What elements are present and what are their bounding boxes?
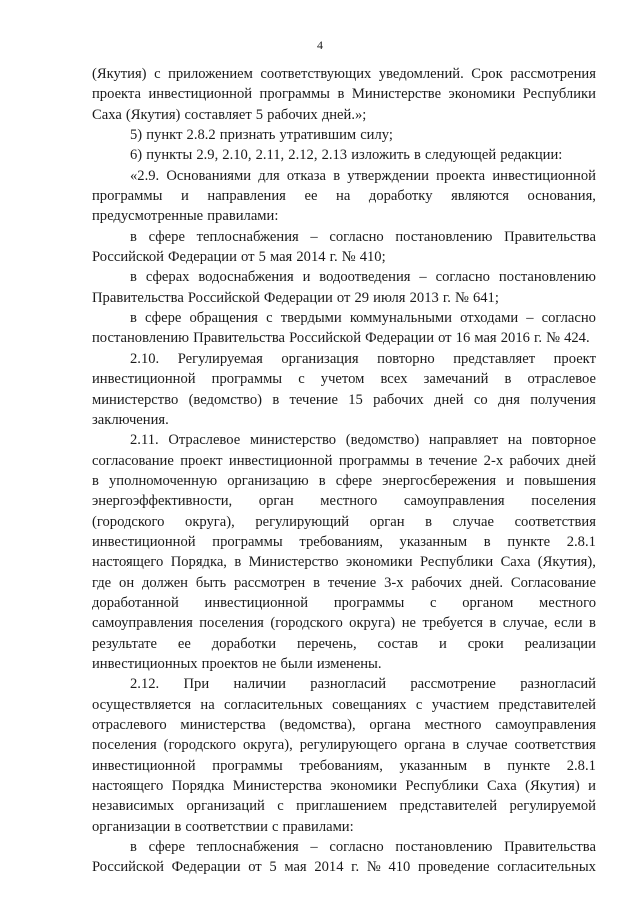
text-line: в уполномоченную организацию в сфере энергосбережения и повышения bbox=[92, 472, 596, 489]
text-line: Правительства Российской Федерации от 29 июля 2013 г. № 641; bbox=[92, 289, 499, 306]
text-line: 2.11. Отраслевое министерство (ведомство) направляет на повторное bbox=[130, 432, 596, 449]
text-line: постановлению Правительства Российской Федерации от 16 мая 2016 г. № 424. bbox=[92, 330, 590, 347]
text-line: инвестиционной программы требованиям, указанным в пункте 2.8.1 bbox=[92, 757, 596, 774]
text-line: в сфере обращения с твердыми коммунальными отходами – согласно bbox=[130, 310, 596, 327]
text-line: проекта инвестиционной программы в Министерстве экономики Республики bbox=[92, 86, 596, 103]
text-line: энергоэффективности, орган местного самоуправления поселения bbox=[92, 493, 596, 510]
text-line: организации в соответствии с правилами: bbox=[92, 818, 354, 835]
text-line: программы и направления ее на доработку являются основания, bbox=[92, 188, 596, 205]
text-line: предусмотренные правилами: bbox=[92, 208, 279, 225]
text-line: независимых организаций с приглашением представителей регулируемой bbox=[92, 798, 596, 815]
text-line: Российской Федерации от 5 мая 2014 г. № 410 проведение согласительных bbox=[92, 859, 596, 876]
text-line: Саха (Якутия) составляет 5 рабочих дней.»; bbox=[92, 106, 367, 123]
text-line: доработанной инвестиционной программы с органом местного bbox=[92, 594, 596, 611]
text-line: где он должен быть рассмотрен в течение 3-х рабочих дней. Согласование bbox=[92, 574, 596, 591]
text-line: 2.10. Регулируемая организация повторно представляет проект bbox=[130, 350, 596, 367]
text-line: «2.9. Основаниями для отказа в утверждении проекта инвестиционной bbox=[130, 167, 596, 184]
text-line: результате ее доработки перечень, состав и сроки реализации bbox=[92, 635, 596, 652]
text-line: самоуправления поселения (городского округа) не требуется в случае, если в bbox=[92, 615, 596, 632]
text-line: поселения (городского округа), регулирующего органа в случае соответствия bbox=[92, 737, 596, 754]
text-line: министерство (ведомство) в течение 15 рабочих дней со дня получения bbox=[92, 391, 596, 408]
text-line: инвестиционной программы с учетом всех замечаний в отраслевое bbox=[92, 371, 596, 388]
page-number: 4 bbox=[317, 38, 323, 52]
text-line: осуществляется на согласительных совещаниях с участием представителей bbox=[92, 696, 596, 713]
text-line: инвестиционных проектов не были изменены. bbox=[92, 655, 382, 672]
text-line: в сфере теплоснабжения – согласно постановлению Правительства bbox=[130, 228, 596, 245]
text-line: настоящего Порядка, в Министерство экономики Республики Саха (Якутия), bbox=[92, 554, 596, 571]
text-line: согласование проект инвестиционной программы в течение 2-х рабочих дней bbox=[92, 452, 596, 469]
document-body bbox=[92, 64, 596, 878]
text-line: в сферах водоснабжения и водоотведения – согласно постановлению bbox=[130, 269, 596, 286]
text-line: заключения. bbox=[92, 411, 169, 428]
text-line: настоящего Порядка Министерства экономики Республики Саха (Якутия) и bbox=[92, 778, 596, 795]
text-line: (городского округа), регулирующий орган в случае соответствия bbox=[92, 513, 596, 530]
text-line: отраслевого министерства (ведомства), органа местного самоуправления bbox=[92, 717, 596, 733]
text-line: 2.12. При наличии разногласий рассмотрение разногласий bbox=[130, 676, 596, 693]
text-line: инвестиционной программы требованиям, указанным в пункте 2.8.1 bbox=[92, 533, 596, 550]
text-line: в сфере теплоснабжения – согласно постановлению Правительства bbox=[130, 839, 596, 856]
text-line: 5) пункт 2.8.2 признать утратившим силу; bbox=[130, 127, 393, 144]
text-line: 6) пункты 2.9, 2.10, 2.11, 2.12, 2.13 изложить в следующей редакции: bbox=[130, 147, 563, 164]
text-line: Российской Федерации от 5 мая 2014 г. № 410; bbox=[92, 249, 386, 266]
text-line: (Якутия) с приложением соответствующих уведомлений. Срок рассмотрения bbox=[92, 66, 596, 82]
